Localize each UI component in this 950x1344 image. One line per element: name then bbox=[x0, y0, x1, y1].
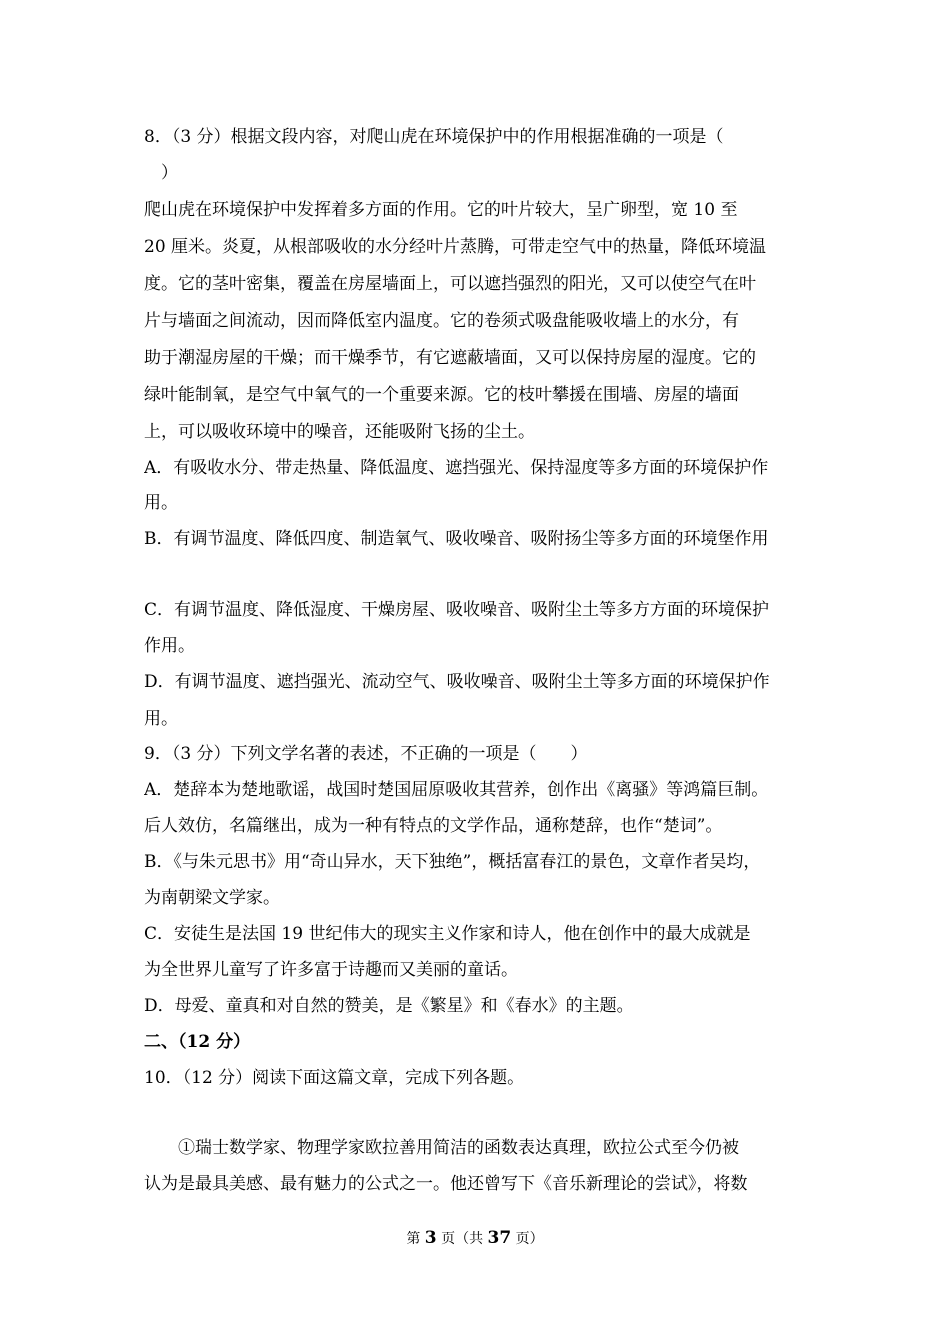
q9-option-b: B．《与朱元思书》用“奇山异水，天下独绝”，概括富春江的景色，文章作者吴均， bbox=[144, 852, 761, 872]
q8-stem-line1: 8．（3 分）根据文段内容，对爬山虎在环境保护中的作用根据准确的一项是（ bbox=[144, 127, 724, 147]
q8-passage-line: 度。它的茎叶密集，覆盖在房屋墙面上，可以遮挡强烈的阳光，又可以使空气在叶 bbox=[144, 274, 756, 294]
page-footer bbox=[0, 1228, 950, 1249]
q9-option-a: A．楚辞本为楚地歌谣，战国时楚国屈原吸收其营养，创作出《离骚》等鸿篇巨制。 bbox=[144, 780, 769, 800]
q8-passage-line: 绿叶能制氧，是空气中氧气的一个重要来源。它的枝叶攀援在围墙、房屋的墙面 bbox=[144, 385, 739, 405]
q8-passage-line: 20 厘米。炎夏，从根部吸收的水分经叶片蒸腾，可带走空气中的热量，降低环境温 bbox=[144, 237, 767, 257]
q8-option-c: C．有调节温度、降低湿度、干燥房屋、吸收噪音、吸附尘土等多方方面的环境保护 bbox=[144, 600, 770, 620]
q8-passage-line: 片与墙面之间流动，因而降低室内温度。它的卷须式吸盘能吸收墙上的水分，有 bbox=[144, 311, 739, 331]
q10-passage-line: 认为是最具美感、最有魅力的公式之一。他还曾写下《音乐新理论的尝试》，将数 bbox=[144, 1174, 748, 1194]
q9-option-b-cont: 为南朝梁文学家。 bbox=[144, 888, 280, 908]
footer-page-number: 3 bbox=[424, 1228, 437, 1248]
q8-passage-line: 助于潮湿房屋的干燥；而干燥季节，有它遮蔽墙面，又可以保持房屋的湿度。它的 bbox=[144, 348, 756, 368]
section-heading: 二、（12 分） bbox=[144, 1032, 251, 1052]
q8-option-a-cont: 用。 bbox=[144, 493, 178, 513]
q9-option-d: D．母爱、童真和对自然的赞美，是《繁星》和《春水》的主题。 bbox=[144, 996, 634, 1016]
footer-total-pages: 37 bbox=[487, 1228, 512, 1248]
q9-option-a-cont: 后人效仿，名篇继出，成为一种有特点的文学作品，通称楚辞，也作“楚词”。 bbox=[144, 816, 723, 836]
q8-stem-line2: ） bbox=[161, 163, 178, 183]
q9-option-c-cont: 为全世界儿童写了许多富于诗趣而又美丽的童话。 bbox=[144, 960, 518, 980]
q8-passage-line: 爬山虎在环境保护中发挥着多方面的作用。它的叶片较大，呈广卵型，宽 10 至 bbox=[144, 200, 738, 220]
q8-passage-line: 上，可以吸收环境中的噪音，还能吸附飞扬的尘土。 bbox=[144, 422, 535, 442]
q8-option-b: B．有调节温度、降低四度、制造氧气、吸收噪音、吸附扬尘等多方面的环境堡作用 bbox=[144, 529, 769, 549]
q8-option-d: D．有调节温度、遮挡强光、流动空气、吸收噪音、吸附尘土等多方面的环境保护作 bbox=[144, 672, 770, 692]
q10-passage-line: ①瑞士数学家、物理学家欧拉善用简洁的函数表达真理，欧拉公式至今仍被 bbox=[144, 1138, 739, 1158]
q8-option-c-cont: 作用。 bbox=[144, 636, 195, 656]
q9-option-c: C．安徒生是法国 19 世纪伟大的现实主义作家和诗人，他在创作中的最大成就是 bbox=[144, 924, 751, 944]
footer-prefix: 第 bbox=[406, 1231, 425, 1247]
q9-stem: 9．（3 分）下列文学名著的表述，不正确的一项是（ ） bbox=[144, 744, 588, 764]
q10-stem: 10．（12 分）阅读下面这篇文章，完成下列各题。 bbox=[144, 1068, 525, 1088]
q8-option-d-cont: 用。 bbox=[144, 709, 178, 729]
footer-middle: 页（共 bbox=[436, 1231, 488, 1247]
q8-option-a: A．有吸收水分、带走热量、降低温度、遮挡强光、保持湿度等多方面的环境保护作 bbox=[144, 458, 769, 478]
footer-suffix: 页） bbox=[511, 1231, 544, 1247]
